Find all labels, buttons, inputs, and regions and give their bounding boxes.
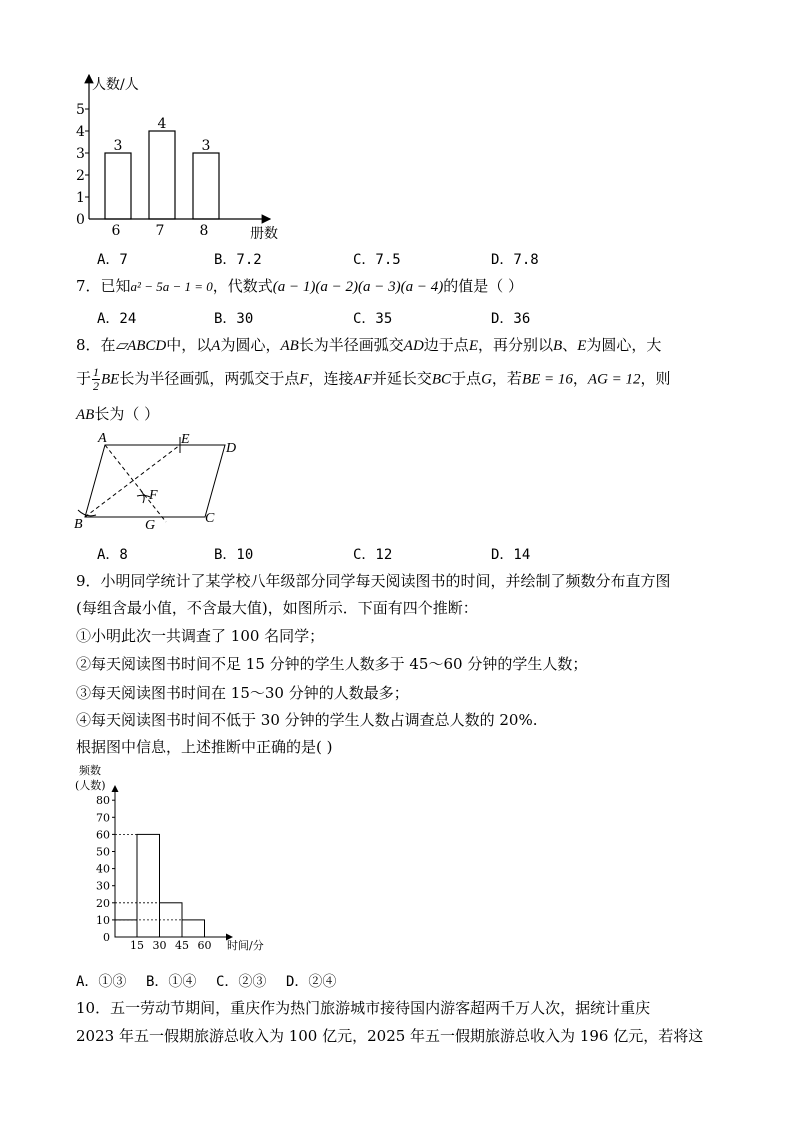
q9-line-2: (每组含最小值，不含最大值)，如图所示．下面有四个推断： xyxy=(76,599,478,617)
q6-option-d[interactable]: D．7.8 xyxy=(491,252,539,268)
q7-question xyxy=(76,276,523,297)
q8-text: 并延长交 xyxy=(371,369,432,388)
chart2-x-ticks xyxy=(130,939,212,952)
chart1-y-axis-label: 人数/人 xyxy=(92,77,139,93)
q9-statement-4: ④每天阅读图书时间不低于 30 分钟的学生人数占调查总人数的 20%. xyxy=(76,711,538,729)
q8-option-a[interactable]: A．8 xyxy=(97,547,128,563)
q8-var: AD xyxy=(403,338,424,354)
label-g: G xyxy=(145,518,156,533)
chart1-x-tick-label: 8 xyxy=(199,223,209,239)
chart1-y-tick-label: 0 xyxy=(76,212,85,228)
q8-text: ，若 xyxy=(491,369,522,388)
parallelogram-abcd xyxy=(85,445,225,517)
chart2-x-tick-label: 30 xyxy=(152,939,167,952)
q8-text: 为圆心， xyxy=(220,336,281,354)
q8-text: 长为半径画弧，两弧交于点 xyxy=(119,369,300,388)
chart2-y-axis-label-1: 频数 xyxy=(79,764,101,777)
q8-text: 长为半径画弧交 xyxy=(298,336,404,354)
q8-fraction xyxy=(92,366,100,393)
chart2-y-tick-label: 30 xyxy=(96,879,110,893)
q9-option-a[interactable]: A．①③ xyxy=(76,974,127,990)
q8-text: ，连接 xyxy=(308,369,354,388)
segment-be xyxy=(85,445,180,517)
q8-line-3 xyxy=(76,404,159,425)
q7-option-b[interactable]: B．30 xyxy=(214,311,254,327)
q8-line-2 xyxy=(76,366,671,393)
chart2-y-tick-label: 10 xyxy=(96,913,110,927)
label-d: D xyxy=(226,441,237,456)
chart2-y-tick-label: 40 xyxy=(96,862,110,876)
chart1-bar xyxy=(193,153,219,219)
chart2-x-tick-label: 45 xyxy=(175,939,189,952)
chart2-y-tick-label: 50 xyxy=(96,845,110,859)
chart1-bar xyxy=(149,131,175,219)
arc-mark-f1 xyxy=(141,491,144,503)
chart1-y-tick-label: 1 xyxy=(76,190,85,206)
q8-text: 于 xyxy=(76,369,92,388)
q8-text: 8．在 xyxy=(76,336,116,354)
chart2-x-tick-label: 60 xyxy=(197,939,212,952)
q8-var: B xyxy=(553,338,563,354)
q8-var: AG = 12 xyxy=(587,371,641,388)
q8-var: ▱ABCD xyxy=(115,338,167,354)
chart2-bar xyxy=(115,920,137,937)
chart1-x-tick-label: 6 xyxy=(111,223,121,239)
chart2-bar xyxy=(182,920,205,937)
chart1-y-ticks xyxy=(76,102,89,228)
q9-option-d[interactable]: D．②④ xyxy=(286,974,337,990)
q8-option-b[interactable]: B．10 xyxy=(214,547,254,563)
q9-prompt: 根据图中信息，上述推断中正确的是( ) xyxy=(76,738,333,756)
q8-var: BC xyxy=(431,371,452,388)
q8-text: 为圆心，大 xyxy=(586,336,662,354)
q8-var: E xyxy=(468,338,478,354)
label-b: B xyxy=(74,517,83,532)
q9-option-b[interactable]: B．①④ xyxy=(146,974,197,990)
q7-option-c[interactable]: C．35 xyxy=(353,311,393,327)
label-a: A xyxy=(98,431,107,446)
q8-text: ， xyxy=(572,369,588,388)
q8-option-c[interactable]: C．12 xyxy=(353,547,393,563)
chart1-bar xyxy=(105,153,131,219)
segment-ag xyxy=(105,445,166,522)
chart1-y-tick-label: 4 xyxy=(76,124,85,140)
chart1-x-axis-label: 册数 xyxy=(250,226,278,242)
q8-text: ，则 xyxy=(640,369,671,388)
parallelogram-figure xyxy=(70,428,250,533)
reading-books-bar-chart xyxy=(60,70,290,245)
chart1-y-tick-label: 2 xyxy=(76,168,85,184)
label-e: E xyxy=(181,432,190,447)
chart1-y-tick-label: 5 xyxy=(76,102,85,118)
q7-prefix: 7．已知 xyxy=(76,277,131,295)
q8-var: AB xyxy=(280,338,299,354)
q7-suffix: 的值是（ ） xyxy=(443,277,524,295)
chart2-bar xyxy=(160,903,183,937)
q8-text: ，再分别以 xyxy=(477,336,553,354)
chart2-y-tick-label: 60 xyxy=(96,828,110,842)
q8-var: AB xyxy=(76,407,95,423)
q6-option-a[interactable]: A．7 xyxy=(97,252,128,268)
chart2-bar xyxy=(137,834,160,937)
q7-expression: (a − 1)(a − 2)(a − 3)(a − 4) xyxy=(272,279,444,295)
q7-option-d[interactable]: D．36 xyxy=(491,311,531,327)
q9-statement-3: ③每天阅读图书时间在 15～30 分钟的人数最多； xyxy=(76,684,409,702)
q9-statement-1: ①小明此次一共调查了 100 名同学； xyxy=(76,627,325,645)
q9-option-c[interactable]: C．②③ xyxy=(216,974,267,990)
q7-option-a[interactable]: A．24 xyxy=(97,311,137,327)
q10-line-1: 10．五一劳动节期间，重庆作为热门旅游城市接待国内游客超两千万人次，据统计重庆 xyxy=(76,999,651,1017)
reading-time-histogram xyxy=(70,760,280,955)
q8-var: A xyxy=(211,338,221,354)
q6-option-c[interactable]: C．7.5 xyxy=(353,252,401,268)
q8-fraction-denominator: 2 xyxy=(93,379,100,393)
chart1-bar-value-label: 3 xyxy=(201,138,211,154)
q9-line-1: 9．小明同学统计了某学校八年级部分同学每天阅读图书的时间，并绘制了频数分布直方图 xyxy=(76,572,671,590)
q8-var: E xyxy=(577,338,587,354)
q8-text: 长为（ ） xyxy=(94,405,160,423)
chart2-x-tick-label: 15 xyxy=(130,939,144,952)
q7-middle: ，代数式 xyxy=(212,277,273,295)
chart2-bars xyxy=(115,834,205,937)
chart2-y-tick-label: 0 xyxy=(103,931,110,944)
q7-condition: a² − 5a − 1 = 0 xyxy=(130,279,213,294)
q8-var: G xyxy=(481,371,492,388)
chart1-bar-value-label: 4 xyxy=(157,116,167,132)
q8-var: AF xyxy=(353,371,372,388)
q8-var: F xyxy=(299,371,309,388)
q6-option-b[interactable]: B．7.2 xyxy=(214,252,262,268)
q8-text: 中，以 xyxy=(166,336,212,354)
chart1-x-tick-label: 7 xyxy=(155,223,165,239)
q8-var: BE xyxy=(101,371,120,388)
label-f: F xyxy=(149,488,158,503)
q8-text: 、 xyxy=(562,336,578,354)
q8-fraction-numerator: 1 xyxy=(93,365,100,379)
chart1-bar-value-label: 3 xyxy=(113,138,123,154)
chart1-bars xyxy=(105,116,219,239)
chart2-y-tick-label: 80 xyxy=(96,794,110,808)
chart2-y-tick-label: 20 xyxy=(96,896,110,910)
q10-line-2: 2023 年五一假期旅游总收入为 100 亿元，2025 年五一假期旅游总收入为 196 亿元，若将这 xyxy=(76,1027,704,1045)
q8-text: 边于点 xyxy=(423,336,469,354)
q9-statement-2: ②每天阅读图书时间不足 15 分钟的学生人数多于 45～60 分钟的学生人数； xyxy=(76,655,588,673)
chart2-x-axis-label: 时间/分 xyxy=(227,939,264,952)
q8-text: 于点 xyxy=(451,369,482,388)
label-c: C xyxy=(205,511,215,526)
chart2-y-tick-label: 70 xyxy=(96,811,110,825)
chart2-y-ticks xyxy=(96,794,115,944)
chart2-y-axis-label-2: (人数) xyxy=(75,779,106,792)
q8-var: BE = 16 xyxy=(521,371,573,388)
q8-option-d[interactable]: D．14 xyxy=(491,547,531,563)
chart1-y-tick-label: 3 xyxy=(76,146,85,162)
q8-line-1 xyxy=(76,335,661,356)
